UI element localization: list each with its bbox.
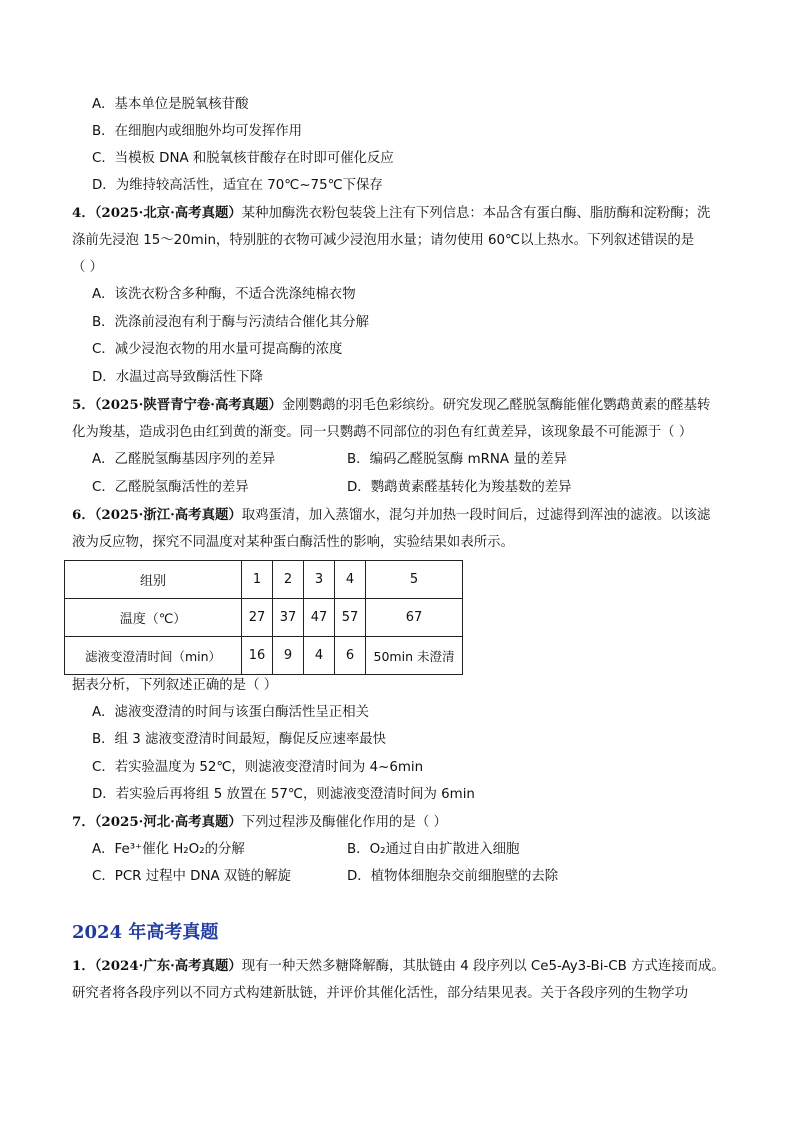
table-cell: 6 xyxy=(335,637,366,675)
q6-text: 取鸡蛋清，加入蒸馏水，混匀并加热一段时间后，过滤得到浑浊的滤液。以该滤 xyxy=(241,508,711,523)
q4-stem-line3: （ ） xyxy=(72,260,104,275)
q4-option-d: D．水温过高导致酶活性下降 xyxy=(92,370,263,385)
q6-results-table xyxy=(64,560,463,675)
q7-text: 下列过程涉及酶催化作用的是（ ） xyxy=(241,815,447,830)
q5-stem-line1 xyxy=(72,395,710,416)
q7-option-d: D．植物体细胞杂交前细胞壁的去除 xyxy=(347,869,559,884)
q6-option-c: C．若实验温度为 52℃，则滤液变澄清时间为 4~6min xyxy=(92,760,424,775)
q2024-1-source: （2024·广东·高考真题） xyxy=(94,958,242,974)
q7-stem-line1 xyxy=(72,812,447,833)
table-cell: 9 xyxy=(273,637,304,675)
table-cell: 27 xyxy=(242,599,273,637)
section-heading-2024: 2024 年高考真题 xyxy=(72,922,219,943)
table-cell: 4 xyxy=(304,637,335,675)
table-cell: 滤液变澄清时间（min） xyxy=(65,637,242,675)
q7-option-c: C．PCR 过程中 DNA 双链的解旋 xyxy=(92,869,291,884)
q6-option-d: D．若实验后再将组 5 放置在 57℃，则滤液变澄清时间为 6min xyxy=(92,787,475,802)
q4-stem-line2: 涤前先浸泡 15～20min，特别脏的衣物可减少浸泡用水量；请勿使用 60℃以上热水。下列叙述错误的是 xyxy=(72,233,695,248)
table-cell: 1 xyxy=(242,561,273,599)
q4-text: 某种加酶洗衣粉包装袋上注有下列信息：本品含有蛋白酶、脂肪酶和淀粉酶；洗 xyxy=(241,206,711,221)
q6-source: （2025·浙江·高考真题） xyxy=(94,507,242,523)
q6-option-b: B．组 3 滤液变澄清时间最短，酶促反应速率最快 xyxy=(92,732,387,747)
q7-number: 7． xyxy=(72,814,95,830)
q2024-1-stem-line2: 研究者将各段序列以不同方式构建新肽链，并评价其催化活性，部分结果见表。关于各段序列的生物学功 xyxy=(72,986,688,1001)
q6-number: 6． xyxy=(72,507,95,523)
q5-option-d: D．鹦鹉黄素醛基转化为羧基数的差异 xyxy=(347,480,572,495)
q5-text: 金刚鹦鹉的羽毛色彩缤纷。研究发现乙醛脱氢酶能催化鹦鹉黄素的醛基转 xyxy=(281,398,711,413)
table-cell: 2 xyxy=(273,561,304,599)
q5-number: 5． xyxy=(72,397,95,413)
q6-stem-line1 xyxy=(72,505,710,526)
q3-option-a: A．基本单位是脱氧核苷酸 xyxy=(92,97,249,112)
q3-option-c: C．当模板 DNA 和脱氧核苷酸存在时即可催化反应 xyxy=(92,151,394,166)
q5-stem-line2: 化为羧基，造成羽色由红到黄的渐变。同一只鹦鹉不同部位的羽色有红黄差异，该现象最不可能源于（ ） xyxy=(72,425,693,440)
table-cell: 5 xyxy=(366,561,463,599)
table-cell: 3 xyxy=(304,561,335,599)
table-row xyxy=(65,561,463,599)
table-cell: 16 xyxy=(242,637,273,675)
q2024-1-number: 1． xyxy=(72,958,95,974)
table-cell: 50min 未澄清 xyxy=(366,637,463,675)
q7-source: （2025·河北·高考真题） xyxy=(94,814,242,830)
q3-option-d: D．为维持较高活性，适宜在 70℃~75℃下保存 xyxy=(92,178,383,193)
q7-option-a: A．Fe³⁺催化 H₂O₂的分解 xyxy=(92,842,245,857)
table-cell: 温度（℃） xyxy=(65,599,242,637)
q4-number: 4． xyxy=(72,205,95,221)
table-row xyxy=(65,637,463,675)
table-cell: 67 xyxy=(366,599,463,637)
table-cell: 47 xyxy=(304,599,335,637)
q4-option-a: A．该洗衣粉含多种酶，不适合洗涤纯棉衣物 xyxy=(92,287,356,302)
q5-option-b: B．编码乙醛脱氢酶 mRNA 量的差异 xyxy=(347,452,567,467)
q6-after-table: 据表分析，下列叙述正确的是（ ） xyxy=(72,678,278,693)
q4-stem-line1 xyxy=(72,203,710,224)
q7-option-b: B．O₂通过自由扩散进入细胞 xyxy=(347,842,520,857)
q4-option-c: C．减少浸泡衣物的用水量可提高酶的浓度 xyxy=(92,342,343,357)
table-cell: 组别 xyxy=(65,561,242,599)
table-row xyxy=(65,599,463,637)
q5-source: （2025·陕晋青宁卷·高考真题） xyxy=(94,397,282,413)
q5-option-a: A．乙醛脱氢酶基因序列的差异 xyxy=(92,452,276,467)
table-cell: 4 xyxy=(335,561,366,599)
q3-option-b: B．在细胞内或细胞外均可发挥作用 xyxy=(92,124,303,139)
q6-option-a: A．滤液变澄清的时间与该蛋白酶活性呈正相关 xyxy=(92,705,369,720)
q2024-1-text: 现有一种天然多糖降解酶，其肽链由 4 段序列以 Ce5-Ay3-Bi-CB 方式连接而成。 xyxy=(241,959,725,974)
q6-stem-line2: 液为反应物，探究不同温度对某种蛋白酶活性的影响，实验结果如表所示。 xyxy=(72,535,514,550)
table-cell: 37 xyxy=(273,599,304,637)
q2024-1-stem-line1 xyxy=(72,956,725,977)
q5-option-c: C．乙醛脱氢酶活性的差异 xyxy=(92,480,249,495)
q4-source: （2025·北京·高考真题） xyxy=(94,205,242,221)
q4-option-b: B．洗涤前浸泡有利于酶与污渍结合催化其分解 xyxy=(92,315,369,330)
table-cell: 57 xyxy=(335,599,366,637)
